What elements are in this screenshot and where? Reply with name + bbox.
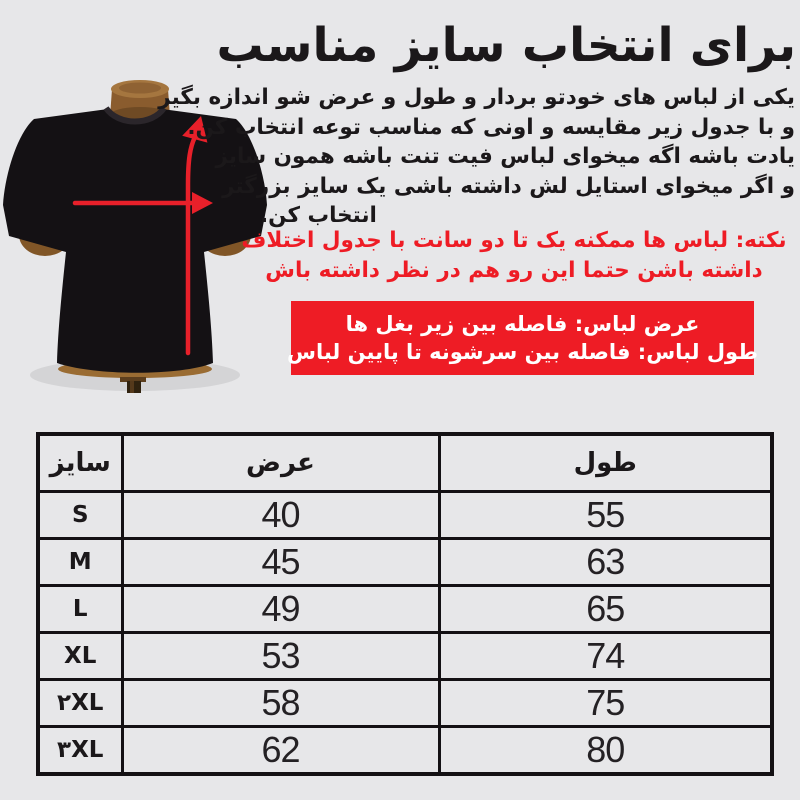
note-line: نکته: لباس ها ممکنه یک تا دو سانت با جدول اختلاف xyxy=(241,228,787,253)
header-size: سایز xyxy=(38,434,122,491)
length-cell: 74 xyxy=(439,633,772,680)
size-cell: M xyxy=(38,538,122,585)
size-cell: ۲XL xyxy=(38,680,122,727)
instruction-line: و اگر میخوای استایل لش داشته باشی یک سایز بزرگتر xyxy=(222,173,795,199)
page-title: برای انتخاب سایز مناسب xyxy=(216,18,796,73)
length-cell: 63 xyxy=(439,538,772,585)
instruction-line: یکی از لباس های خودتو بردار و طول و عرض شو اندازه بگیر xyxy=(158,85,795,110)
size-cell: ۳XL xyxy=(38,727,122,774)
table-header-row xyxy=(38,434,772,491)
width-cell: 45 xyxy=(122,538,439,585)
size-table xyxy=(36,432,774,776)
instruction-line: انتخاب کن. xyxy=(260,203,377,228)
instruction-line: یادت باشه اگه میخوای لباس فیت تنت باشه همون سایز xyxy=(215,144,795,169)
header-length: طول xyxy=(439,434,772,491)
size-cell: S xyxy=(38,491,122,538)
note-line: داشته باشن حتما این رو هم در نظر داشته باش xyxy=(265,257,763,283)
header-width: عرض xyxy=(122,434,439,491)
width-cell: 49 xyxy=(122,585,439,632)
instruction-line: و با جدول زیر مقایسه و اونی که مناسب توعه انتخاب کن. xyxy=(187,114,795,140)
legend-box xyxy=(286,301,759,375)
table-row xyxy=(38,680,772,727)
length-cell: 55 xyxy=(439,491,772,538)
table-row xyxy=(38,633,772,680)
size-cell: L xyxy=(38,585,122,632)
width-cell: 40 xyxy=(122,491,439,538)
length-cell: 65 xyxy=(439,585,772,632)
table-row xyxy=(38,727,772,774)
table-row xyxy=(38,585,772,632)
length-definition: طول لباس: فاصله بین سرشونه تا پایین لباس xyxy=(286,340,759,364)
width-definition: عرض لباس: فاصله بین زیر بغل ها xyxy=(345,312,700,336)
width-cell: 62 xyxy=(122,727,439,774)
width-cell: 53 xyxy=(122,633,439,680)
instructions-paragraph xyxy=(158,83,795,231)
size-cell: XL xyxy=(38,633,122,680)
table-row xyxy=(38,491,772,538)
length-cell: 80 xyxy=(439,727,772,774)
length-cell: 75 xyxy=(439,680,772,727)
width-cell: 58 xyxy=(122,680,439,727)
tolerance-note xyxy=(233,226,795,285)
table-row xyxy=(38,538,772,585)
